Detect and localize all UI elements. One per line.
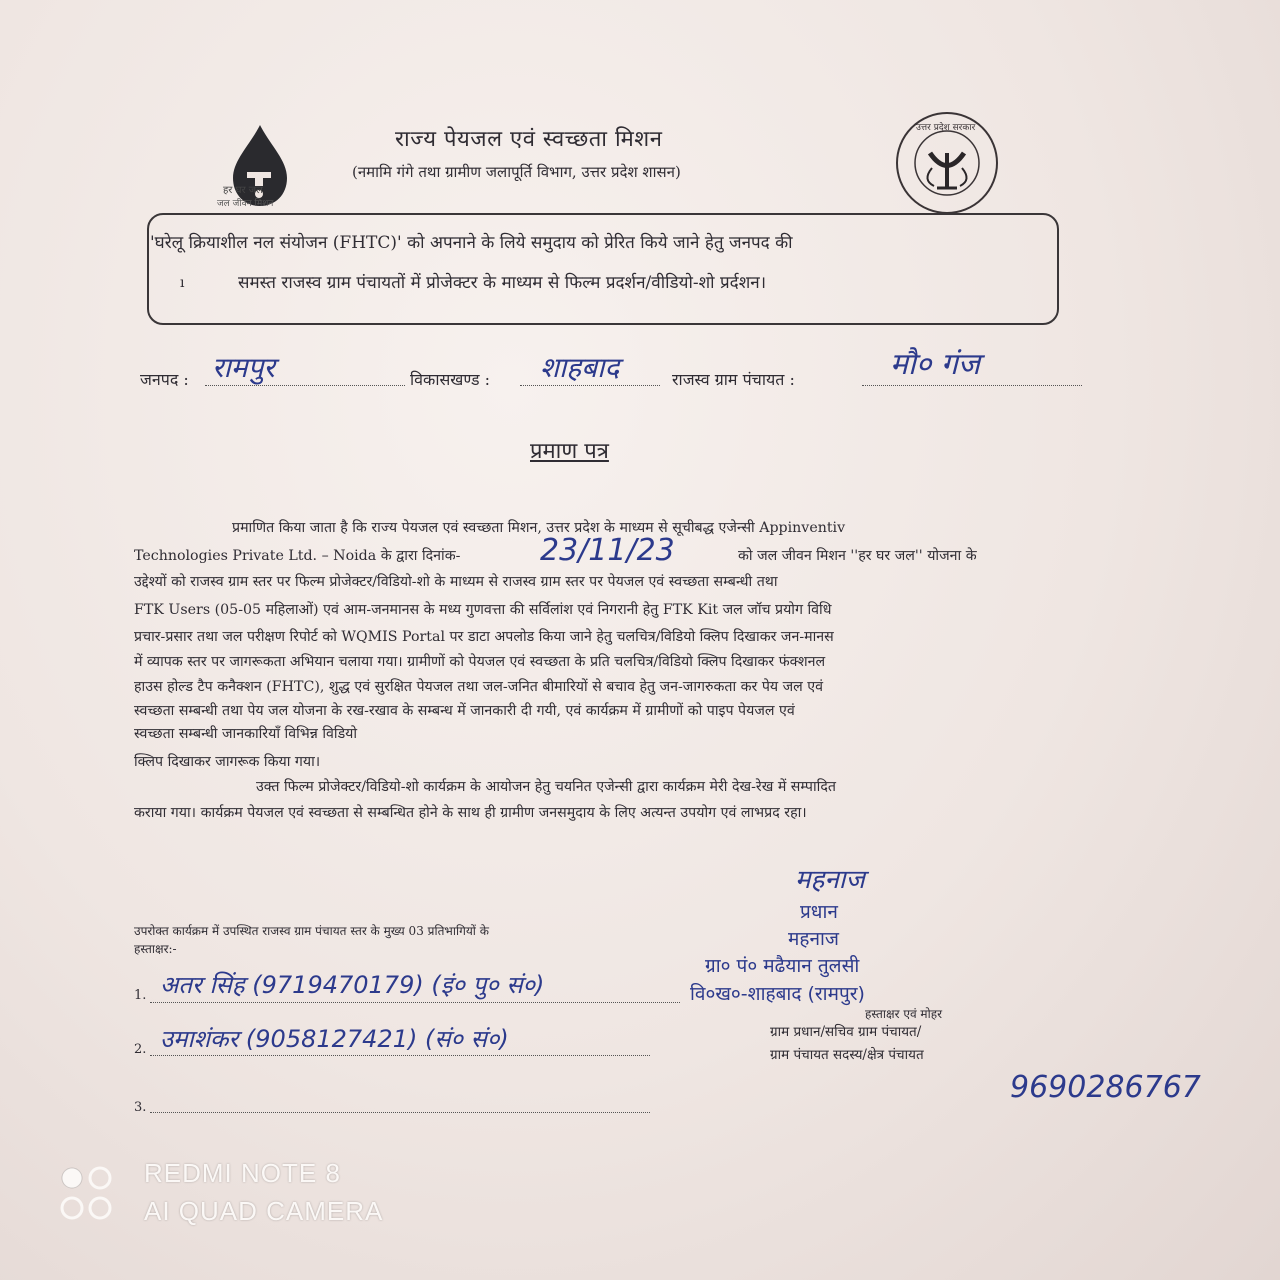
emblem-text: उत्तर प्रदेश सरकार xyxy=(916,123,976,133)
body-line-11: उक्त फिल्म प्रोजेक्टर/विडियो-शो कार्यक्रम के आयोजन हेतु चयनित एजेन्सी द्वारा कार्यक्रम मेरी देख-रेख में सम्पादित xyxy=(256,779,836,795)
participant-3-line xyxy=(150,1112,650,1113)
panchayat-value: मौ० गंज xyxy=(890,347,980,382)
body-line-9: स्वच्छता सम्बन्धी जानकारियाँ विभिन्न विडियो xyxy=(134,726,358,742)
participant-2-number: 2. xyxy=(134,1042,147,1057)
stamp-line-1: प्रधान xyxy=(800,901,838,923)
watermark-line-2: AI QUAD CAMERA xyxy=(144,1196,384,1226)
page-title: राज्य पेयजल एवं स्वच्छता मिशन xyxy=(395,127,663,152)
body-line-3: उद्देश्यों को राजस्व ग्राम स्तर पर फिल्म प्रोजेक्टर/विडियो-शो के माध्यम से राजस्व ग्राम स्तर पर पेयजल एवं स्वच्छता सम्बन्धी तथा xyxy=(134,574,778,590)
participant-2-entry: उमाशंकर (9058127421) (सं० सं०) xyxy=(160,1025,509,1053)
participant-3-number: 3. xyxy=(134,1100,147,1115)
har-ghar-jal-logo xyxy=(205,120,325,220)
body-line-1: प्रमाणित किया जाता है कि राज्य पेयजल एवं स्वच्छता मिशन, उत्तर प्रदेश के माध्यम से सूचीबद्ध एजेन्सी Appinventiv xyxy=(232,520,846,536)
participant-2-line xyxy=(150,1055,650,1056)
district-label: जनपद : xyxy=(140,370,189,389)
banner-mark: ı xyxy=(180,275,185,291)
designation-line-1: ग्राम प्रधान/सचिव ग्राम पंचायत/ xyxy=(770,1024,922,1040)
body-line-8: स्वच्छता सम्बन्धी तथा पेय जल योजना के रख-रखाव के सम्बन्ध में जानकारी दी गयी, एवं कार्यक्रम में ग्रामीणों को पाइप पेयजल एवं xyxy=(134,703,795,719)
stamp-line-4: वि०ख०-शाहबाद (रामपुर) xyxy=(690,983,865,1005)
participant-1-line xyxy=(150,1002,680,1003)
certificate-title: प्रमाण पत्र xyxy=(530,439,609,464)
banner-line-1: 'घरेलू क्रियाशील नल संयोजन (FHTC)' को अपनाने के लिये समुदाय को प्रेरित किये जाने हेतु जनपद की xyxy=(150,233,793,253)
designation-line-2: ग्राम पंचायत सदस्य/क्षेत्र पंचायत xyxy=(770,1047,924,1063)
panchayat-dotted-line xyxy=(862,385,1082,386)
camera-watermark xyxy=(56,1158,416,1232)
body-line-12: कराया गया। कार्यक्रम पेयजल एवं स्वच्छता से सम्बन्धित होने के साथ ही ग्रामीण जनसमुदाय के लिए अत्यन्त उपयोग एवं लाभप्रद रहा। xyxy=(134,805,807,821)
block-label: विकासखण्ड : xyxy=(410,370,491,389)
stamp-line-2: महनाज xyxy=(788,928,840,950)
block-value: शाहबाद xyxy=(540,351,620,384)
body-line-2a: Technologies Private Ltd. – Noida के द्वारा दिनांक- xyxy=(134,548,461,564)
panchayat-label: राजस्व ग्राम पंचायत : xyxy=(672,370,795,389)
phone-handwritten: 9690286767 xyxy=(1010,1070,1201,1105)
pradhan-signature: महनाज xyxy=(795,865,865,895)
participant-1-number: 1. xyxy=(134,988,147,1003)
quad-camera-icon xyxy=(56,1162,120,1226)
body-line-5: प्रचार-प्रसार तथा जल परीक्षण रिपोर्ट को WQMIS Portal पर डाटा अपलोड किया जाने हेतु चलचित्र/विडियो क्लिप दिखाकर जन-मानस xyxy=(134,629,834,645)
district-value: रामपुर xyxy=(212,351,275,384)
participant-1-entry: अतर सिंह (9719470179) (इं० पु० सं०) xyxy=(160,971,545,999)
logo-caption-2: जल जीवन मिशन xyxy=(217,199,274,209)
watermark-line-1: REDMI NOTE 8 xyxy=(144,1158,341,1188)
body-line-10: क्लिप दिखाकर जागरूक किया गया। xyxy=(134,754,321,770)
banner-line-2: समस्त राजस्व ग्राम पंचायतों में प्रोजेक्टर के माध्यम से फिल्म प्रदर्शन/वीडियो-शो प्रर्दशन। xyxy=(238,273,767,293)
body-line-4: FTK Users (05-05 महिलाओं) एवं आम-जनमानस के मध्य गुणवत्ता की सर्विलांश एवं निगरानी हेतु FTK Kit जल जॉच प्रयोग विधि xyxy=(134,602,832,618)
body-line-6: में व्यापक स्तर पर जागरूकता अभियान चलाया गया। ग्रामीणों को पेयजल एवं स्वच्छता के प्रति चलचित्र/विडियो क्लिप दिखाकर फंक्शनल xyxy=(134,654,826,670)
up-government-emblem xyxy=(892,108,1002,218)
date-handwritten: 23/11/23 xyxy=(540,533,675,568)
body-line-7: हाउस होल्ड टैप कनैक्शन (FHTC), शुद्ध एवं सुरक्षित पेयजल तथा जल-जनित बीमारियों से बचाव हेतु जन-जागरुकता कर पेय जल एवं xyxy=(134,679,824,695)
body-line-2b: को जल जीवन मिशन ''हर घर जल'' योजना के xyxy=(738,548,977,564)
sign-seal-label: हस्ताक्षर एवं मोहर xyxy=(865,1007,943,1021)
page-subtitle: (नमामि गंगे तथा ग्रामीण जलापूर्ति विभाग, उत्तर प्रदेश शासन) xyxy=(352,163,681,181)
stamp-line-3: ग्रा० पं० मढैयान तुलसी xyxy=(705,955,860,977)
participants-intro-1: उपरोक्त कार्यक्रम में उपस्थित राजस्व ग्राम पंचायत स्तर के मुख्य 03 प्रतिभागियों के xyxy=(134,924,489,938)
logo-caption-1: हर घर जल xyxy=(223,185,263,196)
participants-intro-2: हस्ताक्षर:- xyxy=(134,942,177,956)
